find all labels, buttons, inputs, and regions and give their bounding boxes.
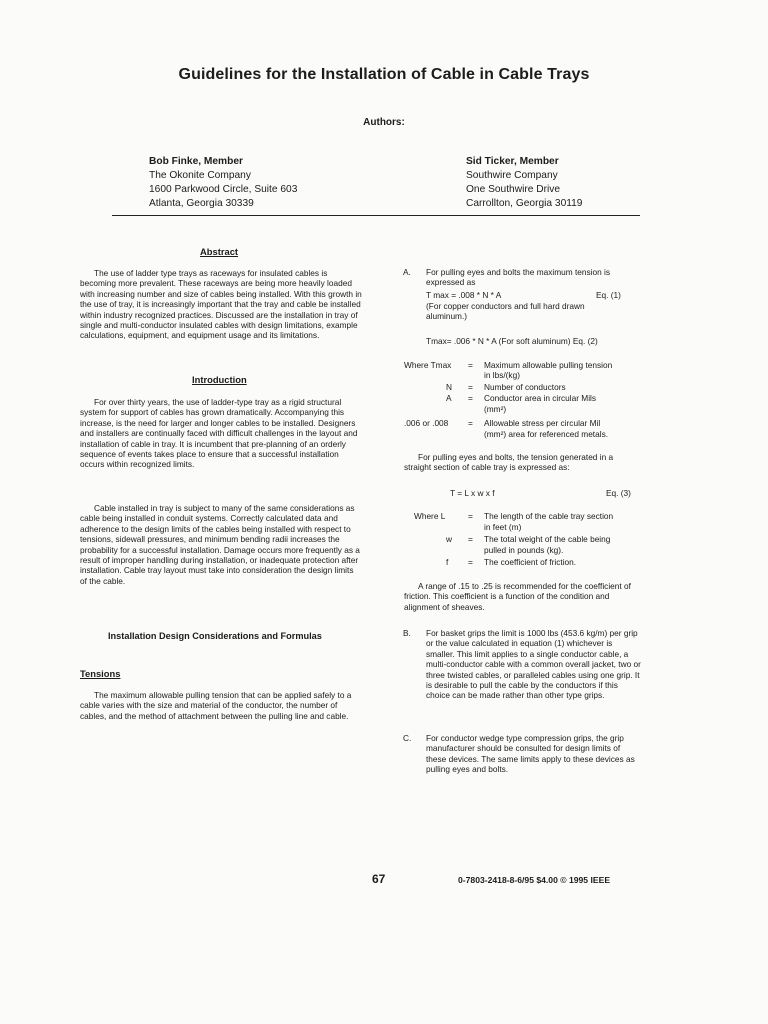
introduction-paragraph: Cable installed in tray is subject to many of the same considerations as cable being installed in conduit systems. Correctly calculated data and adherence to the design limits of the cables being installed with respect to tensions, sidewall pressures, and minimum bending radii increases the probability for a successful installation. Damage occurs more frequently as a result of improper handling during installation, or inadequate protection after installation. Cable tray layout must take into consideration the design limits of the cable. [80,503,360,586]
author-address-line: One Southwire Drive [466,184,560,195]
definition-equals: = [468,511,473,521]
definition-text: The coefficient of friction. [484,557,577,567]
item-c-label: C. [403,733,412,743]
friction-range-paragraph: A range of .15 to .25 is recommended for the coefficient of friction. This coefficient is a function of the condition and alignment of sheaves. [404,581,631,612]
definition-text: Maximum allowable pulling tension [484,360,613,370]
introduction-paragraph: For over thirty years, the use of ladder-type tray as a rigid structural system for support of cables has grown dramatically. Accompanying this increase, is the need for larger and longer cables to be installed. Designers and installers are continually faced with difficult challenges in the layout and installation of cable in tray. It is incumbent that pre-planning of an orderly sequence of events takes place to ensure that a successful installation occurs within recognized limits. [80,397,358,470]
paper-title: Guidelines for the Installation of Cable in Cable Trays [178,66,590,83]
definition-text: pulled in pounds (kg). [484,545,564,555]
tensions-text [80,690,362,721]
equation-1-note: (For copper conductors and full hard drawn [426,301,585,311]
definition-equals: = [468,534,473,544]
ieee-identifier: 0-7803-2418-8-6/95 $4.00 © 1995 IEEE [458,875,611,885]
definition-symbol: Where Tmax [404,360,452,370]
author-name: Sid Ticker, Member [466,156,559,167]
tensions-heading: Tensions [80,668,121,679]
equation-2: Tmax= .006 * N * A (For soft aluminum) Eq. (2) [426,336,598,346]
equation-1-number: Eq. (1) [596,290,621,300]
definition-symbol: f [446,557,449,567]
author-address-line: Carrollton, Georgia 30119 [466,198,583,209]
author-org: The Okonite Company [149,170,251,181]
equation-1-note: aluminum.) [426,311,468,321]
page-number: 67 [372,872,386,886]
definition-equals: = [468,418,473,428]
design-considerations-heading: Installation Design Considerations and Formulas [108,631,322,641]
equation-3: T = L x w x f [450,488,495,498]
definition-text: (mm²) area for referenced metals. [484,429,609,439]
definition-equals: = [468,382,473,392]
definition-symbol: .006 or .008 [404,418,449,428]
definition-text: The length of the cable tray section [484,511,614,521]
item-b-text: For basket grips the limit is 1000 lbs (453.6 kg/m) per grip or the value calculated in equation (1) whichever is smaller. This limit applies to a single conductor cable, a multi-conductor cable with a common overall jacket, two or three twisted cables, or paralleled cables using one grip. It is desirable to pull the cable by the conductors if this choice can be made rather than other type grips. [426,628,641,701]
header-divider [112,215,640,216]
friction-range-text [404,581,640,612]
straight-section-paragraph: For pulling eyes and bolts, the tension generated in a straight section of cable tray is expressed as: [404,452,614,473]
introduction-heading: Introduction [192,374,247,385]
author-address-line: 1600 Parkwood Circle, Suite 603 [149,184,298,195]
abstract-paragraph: The use of ladder type trays as raceways for insulated cables is becoming more prevalent. These raceways are being more heavily loaded with increasing number and size of cables being installed. With this growth in the use of tray, it is increasingly important that the tray and cable be installed within industry recognized practices. Discussed are the installation in tray of single and multi-conductor insulated cables with design limitations, example calculations, equipment, and equipment usage and its limitations. [80,268,362,341]
introduction-text-2 [80,503,362,586]
definition-equals: = [468,557,473,567]
item-a-line: For pulling eyes and bolts the maximum tension is [426,267,611,277]
equation-1: T max = .008 * N * A [426,290,502,300]
straight-section-text [404,452,640,473]
abstract-heading: Abstract [200,246,239,257]
author-address-line: Atlanta, Georgia 30339 [149,198,254,209]
definition-equals: = [468,360,473,370]
equation-3-number: Eq. (3) [606,488,631,498]
tensions-paragraph: The maximum allowable pulling tension that can be applied safely to a cable varies with the size and material of the conductor, the number of cables, and the method of attachment between the pulling line and cable. [80,690,352,721]
introduction-text-1 [80,397,362,470]
definition-text: (mm²) [484,404,507,414]
definition-symbol: N [446,382,452,392]
author-block-1 [149,155,297,211]
item-a-line: expressed as [426,277,476,287]
definition-text: The total weight of the cable being [484,534,611,544]
definition-text: in feet (m) [484,522,522,532]
definition-symbol: w [446,534,452,544]
item-a-label: A. [403,267,411,277]
item-b-label: B. [403,628,411,638]
authors-label: Authors: [363,117,405,128]
author-block-2 [466,155,582,211]
author-name: Bob Finke, Member [149,156,243,167]
definition-text: Allowable stress per circular Mil [484,418,601,428]
author-org: Southwire Company [466,170,558,181]
definition-symbol: Where L [414,511,446,521]
definition-equals: = [468,393,473,403]
abstract-text [80,268,364,341]
item-c-text: For conductor wedge type compression grips, the grip manufacturer should be consulted for design limits of these devices. The same limits apply to these devices as pulling eyes and bolts. [426,733,635,775]
definition-text: Number of conductors [484,382,566,392]
definition-text: in lbs/(kg) [484,370,520,380]
definition-text: Conductor area in circular Mils [484,393,597,403]
definition-symbol: A [446,393,452,403]
